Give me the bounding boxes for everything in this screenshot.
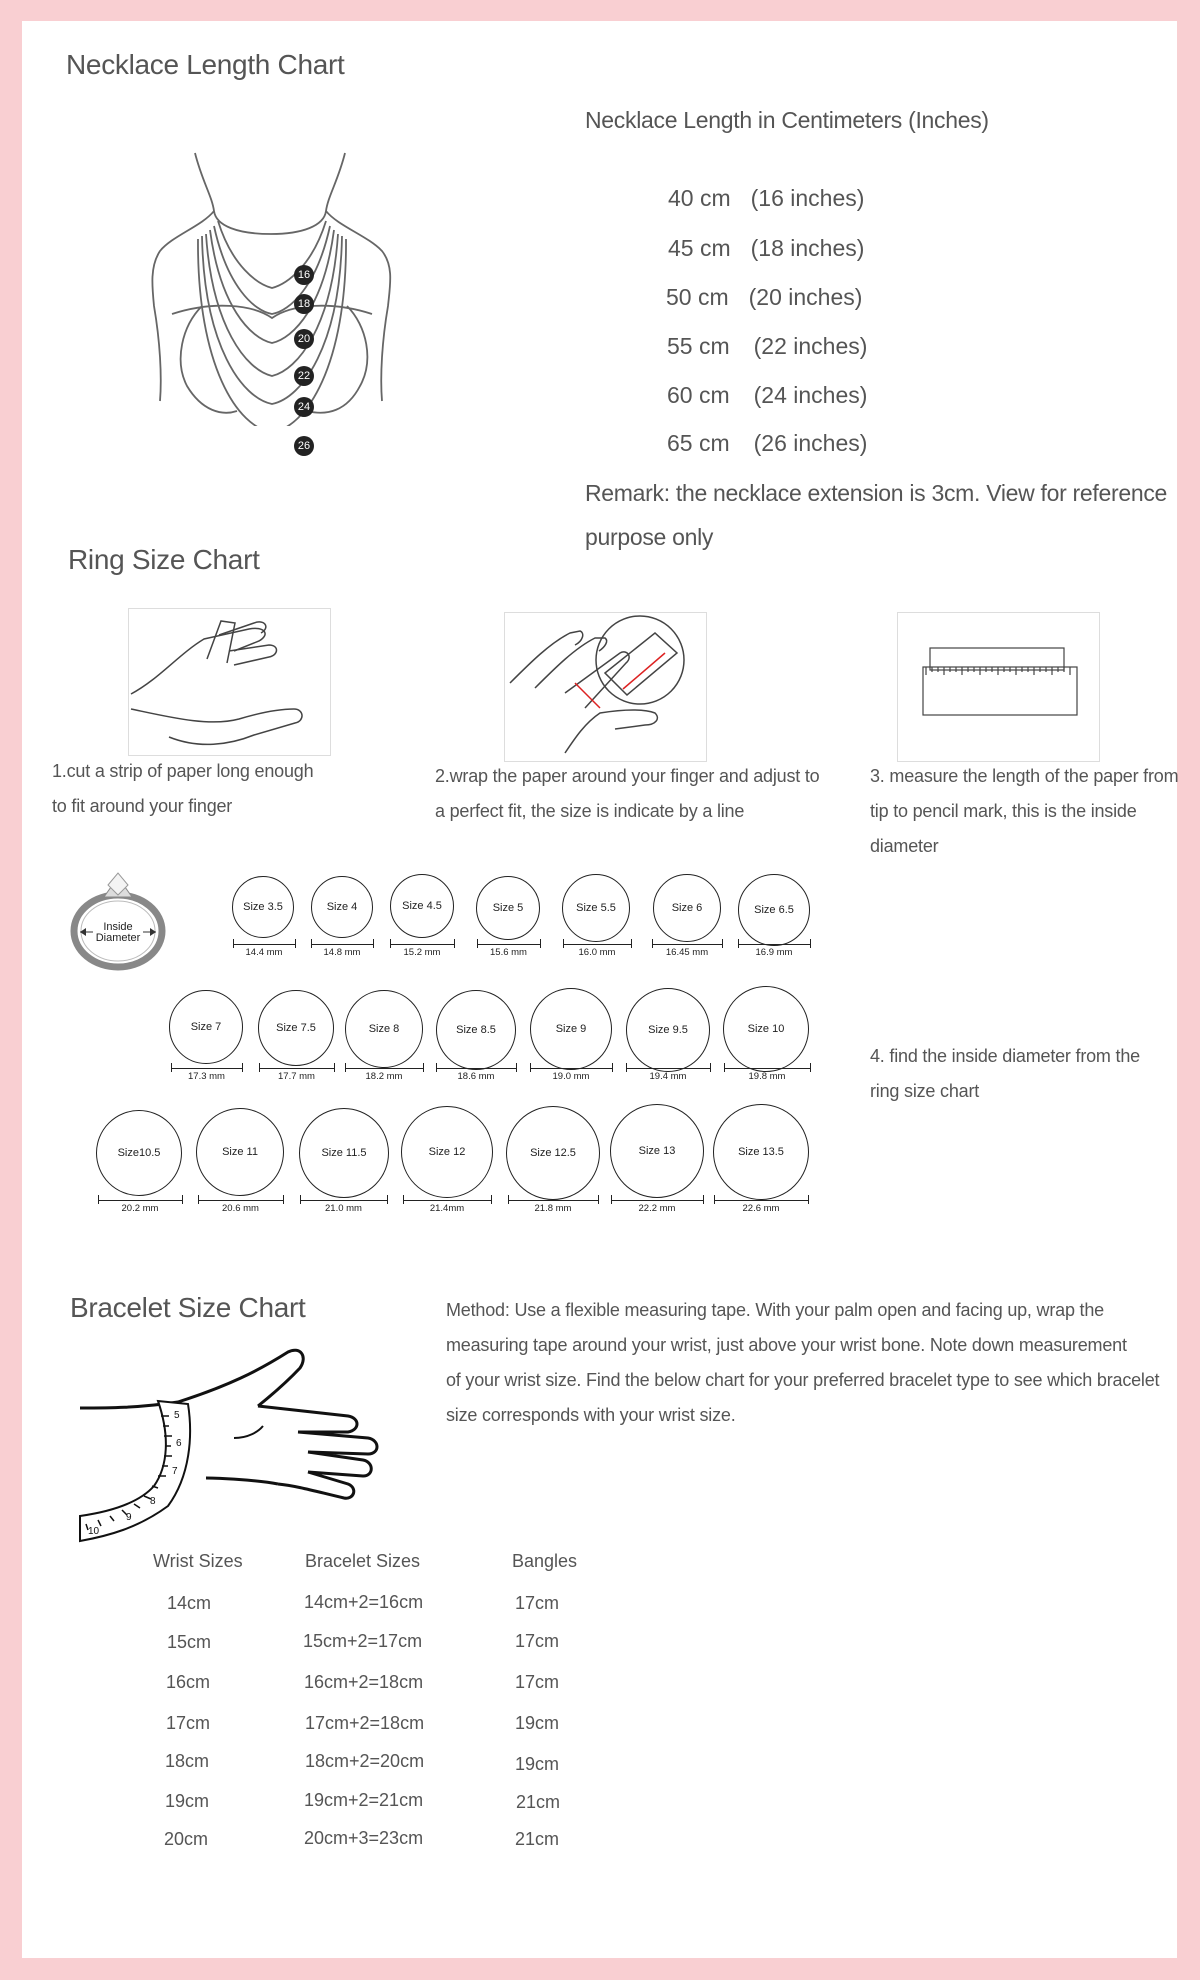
diameter-bar	[477, 944, 540, 945]
ring-size-circle	[436, 990, 516, 1070]
necklace-marker-18: 18	[294, 294, 314, 314]
diameter-tick	[652, 939, 653, 948]
ring-size-label: Size 10	[747, 1023, 785, 1035]
diameter-tick	[295, 939, 296, 948]
ring-diameter-label: 21.8 mm	[534, 1203, 572, 1214]
ring-size-circle	[723, 986, 809, 1072]
bangle-size-cell: 19cm	[515, 1754, 560, 1774]
diamond-ring-icon	[70, 865, 166, 971]
diameter-bar	[198, 1200, 283, 1201]
table-header-bracelet: Bracelet Sizes	[305, 1551, 421, 1571]
ring-size-circle	[345, 990, 423, 1068]
necklace-marker-22: 22	[294, 366, 314, 386]
necklace-inch: (22 inches)	[753, 333, 868, 359]
diameter-bar	[530, 1068, 612, 1069]
ring-size-circle	[232, 876, 294, 938]
ring-size-label: Size 4	[326, 901, 358, 913]
step3-illustration	[897, 612, 1100, 762]
ring-step2-line2: a perfect fit, the size is indicate by a line	[435, 801, 745, 821]
ruler-icon	[898, 613, 1099, 761]
diameter-tick	[311, 939, 312, 948]
ring-size-circle	[713, 1104, 809, 1200]
necklace-inch: (16 inches)	[750, 185, 865, 211]
diameter-tick	[198, 1195, 199, 1204]
bracelet-size-cell: 17cm+2=18cm	[305, 1713, 425, 1733]
ring-diameter-label: 16.45 mm	[665, 947, 709, 958]
necklace-marker-20: 20	[294, 329, 314, 349]
ring-size-label: Size 9.5	[648, 1024, 688, 1036]
diameter-tick	[334, 1063, 335, 1072]
diameter-tick	[171, 1063, 172, 1072]
ring-size-circle	[96, 1110, 182, 1196]
necklace-remark-line2: purpose only	[585, 524, 714, 550]
ring-size-circle	[562, 874, 630, 942]
ring-diameter-label: 16.9 mm	[755, 947, 793, 958]
size-chart-sheet	[22, 21, 1177, 1958]
necklace-row	[667, 333, 867, 360]
diameter-bar	[300, 1200, 387, 1201]
ring-size-circle	[476, 876, 540, 940]
diameter-tick	[631, 939, 632, 948]
ring-diameter-label: 19.4 mm	[649, 1071, 687, 1082]
ring-size-circle	[401, 1106, 493, 1198]
ring-size-circle	[196, 1108, 284, 1196]
hand-paper-icon	[129, 609, 330, 755]
inside-label-line1: Inside	[103, 921, 133, 933]
diameter-bar	[611, 1200, 703, 1201]
ring-size-label: Size 8.5	[456, 1024, 496, 1036]
diameter-tick	[283, 1195, 284, 1204]
ring-size-label: Size 11	[222, 1146, 258, 1158]
tape-number: 9	[126, 1512, 132, 1523]
necklace-row	[666, 284, 862, 311]
diameter-tick	[373, 939, 374, 948]
bracelet-method-line4: size corresponds with your wrist size.	[446, 1405, 736, 1425]
diameter-tick	[808, 1195, 809, 1204]
necklace-subtitle: Necklace Length in Centimeters (Inches)	[585, 107, 989, 133]
ring-diameter-label: 15.2 mm	[403, 947, 441, 958]
tape-number: 7	[172, 1466, 178, 1477]
diameter-tick	[703, 1195, 704, 1204]
necklace-cm: 65 cm	[667, 430, 730, 456]
bracelet-method-line3: of your wrist size. Find the below chart for your preferred bracelet type to see which bracelet	[446, 1370, 1160, 1390]
ring-diameter-label: 17.7 mm	[278, 1071, 315, 1082]
ring-size-circle	[626, 988, 710, 1072]
ring-size-label: Size10.5	[117, 1147, 161, 1159]
ring-diameter-label: 22.6 mm	[742, 1203, 780, 1214]
diameter-tick	[98, 1195, 99, 1204]
ring-size-circle	[258, 990, 334, 1066]
bangle-size-cell: 17cm	[515, 1593, 560, 1613]
ring-diameter-label: 22.2 mm	[638, 1203, 676, 1214]
diameter-tick	[300, 1195, 301, 1204]
wrist-size-cell: 20cm	[164, 1829, 209, 1849]
diameter-tick	[611, 1195, 612, 1204]
diameter-tick	[491, 1195, 492, 1204]
diameter-tick	[436, 1063, 437, 1072]
diameter-bar	[626, 1068, 710, 1069]
bracelet-size-cell: 20cm+3=23cm	[304, 1828, 424, 1848]
necklace-row	[668, 235, 864, 262]
diameter-tick	[738, 939, 739, 948]
diameter-bar	[508, 1200, 598, 1201]
tape-number: 10	[88, 1526, 100, 1537]
ring-size-label: Size 8	[368, 1023, 400, 1035]
step2-illustration	[504, 612, 707, 762]
ring-step4-line1: 4. find the inside diameter from the	[870, 1046, 1140, 1066]
ring-step4-line2: ring size chart	[870, 1081, 980, 1101]
diameter-tick	[423, 1063, 424, 1072]
wrist-size-cell: 16cm	[166, 1672, 211, 1692]
ring-size-label: Size 13.5	[738, 1146, 784, 1158]
diameter-bar	[436, 1068, 516, 1069]
ring-step3-line1: 3. measure the length of the paper from	[870, 766, 1179, 786]
ring-diameter-label: 14.4 mm	[245, 947, 283, 958]
necklace-cm: 40 cm	[668, 185, 731, 211]
ring-size-label: Size 5	[492, 902, 524, 914]
wrist-size-cell: 17cm	[166, 1713, 211, 1733]
necklace-inch: (24 inches)	[753, 382, 868, 408]
tape-number: 6	[176, 1438, 182, 1449]
necklace-marker-16: 16	[294, 265, 314, 285]
ring-size-label: Size 13	[638, 1145, 676, 1157]
diameter-tick	[563, 939, 564, 948]
step1-illustration	[128, 608, 331, 756]
tape-number: 5	[174, 1410, 180, 1421]
ring-step3-line3: diameter	[870, 836, 939, 856]
diameter-tick	[810, 939, 811, 948]
diameter-bar	[345, 1068, 423, 1069]
ring-photo	[70, 865, 166, 971]
ring-size-circle	[738, 874, 810, 946]
ring-size-label: Size 12.5	[530, 1147, 576, 1159]
ring-diameter-label: 20.2 mm	[121, 1203, 159, 1214]
ring-diameter-label: 18.6 mm	[457, 1071, 495, 1082]
necklace-title: Necklace Length Chart	[66, 49, 345, 80]
table-header-bangles: Bangles	[512, 1551, 578, 1571]
diameter-tick	[722, 939, 723, 948]
ring-size-circle	[653, 874, 721, 942]
ring-step2-line1: 2.wrap the paper around your finger and adjust to	[435, 766, 820, 786]
necklace-row	[667, 430, 867, 457]
necklace-inch: (18 inches)	[750, 235, 865, 261]
diameter-tick	[810, 1063, 811, 1072]
necklace-inch: (20 inches)	[748, 284, 863, 310]
ring-size-label: Size 7	[190, 1021, 222, 1033]
bracelet-size-cell: 19cm+2=21cm	[304, 1790, 424, 1810]
tape-number: 8	[150, 1496, 156, 1507]
necklace-cm: 60 cm	[667, 382, 730, 408]
diameter-tick	[598, 1195, 599, 1204]
diameter-tick	[714, 1195, 715, 1204]
wrist-size-cell: 19cm	[165, 1791, 210, 1811]
wrist-size-cell: 15cm	[167, 1632, 212, 1652]
inside-diameter-label	[70, 922, 166, 944]
ring-size-label: Size 4.5	[402, 900, 442, 912]
ring-diameter-label: 14.8 mm	[323, 947, 361, 958]
diameter-tick	[403, 1195, 404, 1204]
necklace-cm: 50 cm	[666, 284, 729, 310]
necklace-figure	[142, 126, 502, 426]
diameter-bar	[652, 944, 722, 945]
ring-size-label: Size 11.5	[321, 1147, 367, 1159]
inside-label-line2: Diameter	[95, 932, 141, 944]
necklace-marker-24: 24	[294, 397, 314, 417]
ring-title: Ring Size Chart	[68, 544, 260, 575]
diameter-bar	[233, 944, 295, 945]
ring-size-circle	[311, 876, 373, 938]
bracelet-size-cell: 15cm+2=17cm	[303, 1631, 423, 1651]
ring-size-label: Size 12	[428, 1146, 466, 1158]
necklace-row	[668, 185, 864, 212]
diameter-tick	[508, 1195, 509, 1204]
diameter-tick	[516, 1063, 517, 1072]
ring-diameter-label: 21.0 mm	[325, 1203, 362, 1214]
bangle-size-cell: 17cm	[515, 1672, 560, 1692]
ring-step1-line2: to fit around your finger	[52, 796, 233, 816]
ring-step3-line2: tip to pencil mark, this is the inside	[870, 801, 1137, 821]
bracelet-method-line1: Method: Use a flexible measuring tape. With your palm open and facing up, wrap the	[446, 1300, 1104, 1320]
ring-diameter-label: 16.0 mm	[578, 947, 616, 958]
ring-size-label: Size 3.5	[243, 901, 283, 913]
ring-size-circle	[299, 1108, 389, 1198]
diameter-tick	[530, 1063, 531, 1072]
necklace-row	[667, 382, 867, 409]
diameter-tick	[710, 1063, 711, 1072]
diameter-bar	[259, 1068, 334, 1069]
ring-size-circle	[530, 988, 612, 1070]
ring-size-circle	[390, 874, 454, 938]
diameter-bar	[311, 944, 373, 945]
diameter-bar	[390, 944, 454, 945]
bangle-size-cell: 21cm	[515, 1829, 560, 1849]
diameter-tick	[612, 1063, 613, 1072]
necklace-remark-line1: Remark: the necklace extension is 3cm. View for reference	[585, 480, 1168, 506]
diameter-tick	[540, 939, 541, 948]
diameter-tick	[724, 1063, 725, 1072]
diameter-bar	[403, 1200, 491, 1201]
ring-diameter-label: 15.6 mm	[490, 947, 527, 958]
diameter-bar	[171, 1068, 242, 1069]
diameter-tick	[345, 1063, 346, 1072]
finger-wrap-icon	[505, 613, 706, 761]
necklace-cm: 55 cm	[667, 333, 730, 359]
bracelet-title: Bracelet Size Chart	[70, 1292, 306, 1323]
diameter-tick	[233, 939, 234, 948]
bracelet-size-cell: 16cm+2=18cm	[304, 1672, 424, 1692]
wrist-size-cell: 18cm	[165, 1751, 210, 1771]
ring-size-label: Size 6.5	[754, 904, 794, 916]
diameter-bar	[738, 944, 810, 945]
ring-size-circle	[506, 1106, 600, 1200]
diameter-tick	[454, 939, 455, 948]
diameter-tick	[259, 1063, 260, 1072]
diameter-tick	[390, 939, 391, 948]
diameter-bar	[563, 944, 631, 945]
diameter-bar	[724, 1068, 810, 1069]
diameter-tick	[182, 1195, 183, 1204]
necklace-marker-26: 26	[294, 436, 314, 456]
ring-diameter-label: 20.6 mm	[222, 1203, 259, 1214]
diameter-tick	[626, 1063, 627, 1072]
ring-diameter-label: 17.3 mm	[188, 1071, 225, 1082]
bracelet-size-cell: 18cm+2=20cm	[305, 1751, 425, 1771]
bangle-size-cell: 21cm	[516, 1792, 561, 1812]
diameter-tick	[387, 1195, 388, 1204]
ring-diameter-label: 21.4mm	[429, 1203, 465, 1214]
wrist-measure-figure	[78, 1346, 448, 1546]
diameter-bar	[714, 1200, 808, 1201]
diameter-bar	[98, 1200, 182, 1201]
diameter-tick	[242, 1063, 243, 1072]
ring-size-label: Size 9	[555, 1023, 587, 1035]
ring-diameter-label: 19.0 mm	[552, 1071, 590, 1082]
bracelet-size-cell: 14cm+2=16cm	[304, 1592, 424, 1612]
bangle-size-cell: 17cm	[515, 1631, 560, 1651]
ring-step1-line1: 1.cut a strip of paper long enough	[52, 761, 314, 781]
wrist-size-cell: 14cm	[167, 1593, 212, 1613]
ring-size-circle	[610, 1104, 704, 1198]
ring-size-label: Size 7.5	[276, 1022, 316, 1034]
diameter-tick	[477, 939, 478, 948]
bracelet-method-line2: measuring tape around your wrist, just above your wrist bone. Note down measurement	[446, 1335, 1127, 1355]
ring-size-label: Size 6	[671, 902, 703, 914]
ring-size-label: Size 5.5	[576, 902, 616, 914]
ring-diameter-label: 18.2 mm	[365, 1071, 403, 1082]
necklace-inch: (26 inches)	[753, 430, 868, 456]
ring-size-circle	[169, 990, 243, 1064]
necklace-cm: 45 cm	[668, 235, 731, 261]
ring-diameter-label: 19.8 mm	[748, 1071, 786, 1082]
table-header-wrist: Wrist Sizes	[153, 1551, 243, 1571]
bangle-size-cell: 19cm	[515, 1713, 560, 1733]
